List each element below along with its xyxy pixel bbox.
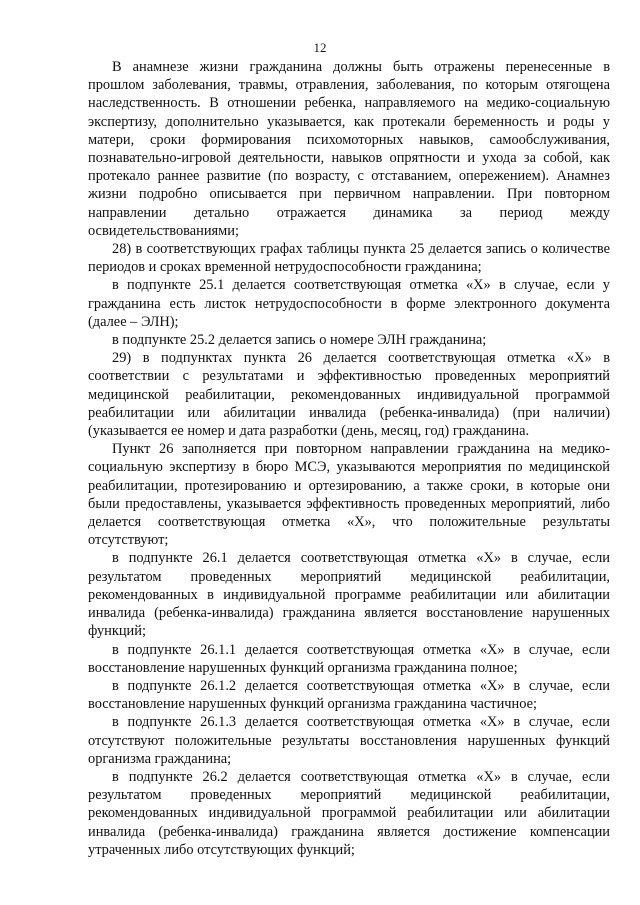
paragraph-subitem-25-2: в подпункте 25.2 делается запись о номере ЭЛН гражданина;	[112, 332, 487, 349]
paragraph-item-29: 29) в подпунктах пункта 26 делается соответствующая отметка «Х» в соответствии с результатами и эффективностью проведенных мероприятий медицинской реабилитации, рекомендованных индивидуальной программой реабилитации или абилитации инвалида (ребенка-инвалида) (при наличии) (указывается ее номер и дата разработки (день, месяц, год) гражданина.	[88, 350, 610, 440]
paragraph-subitem-26-1: в подпункте 26.1 делается соответствующая отметка «Х» в случае, если результатом проведенных мероприятий медицинской реабилитации, рекомендованных в индивидуальной программе реабилитации или абилитации инвалида (ребенка-инвалида) гражданина является восстановление нарушенных функций;	[88, 550, 610, 640]
paragraph-item-28: 28) в соответствующих графах таблицы пункта 25 делается запись о количестве периодов и сроках временной нетрудоспособности гражданина;	[88, 241, 610, 276]
document-body	[88, 58, 610, 859]
paragraph-subitem-25-1: в подпункте 25.1 делается соответствующая отметка «Х» в случае, если у гражданина есть листок нетрудоспособности в форме электронного документа (далее – ЭЛН);	[88, 277, 610, 330]
paragraph-life-history: В анамнезе жизни гражданина должны быть отражены перенесенные в прошлом заболевания, травмы, отравления, заболевания, по которым отягощена наследственность. В отношении ребенка, направляемого на медико-социальную экспертизу, дополнительно указывается, как протекали беременность и роды у матери, сроки формирования психомоторных навыков, самообслуживания, познавательно-игровой деятельности, навыков опрятности и ухода за собой, как протекало раннее развитие (по возрасту, с отставанием, опережением). Анамнез жизни подробно описывается при первичном направлении. При повторном направлении детально отражается динамика за период между освидетельствованиями;	[88, 59, 610, 239]
paragraph-item-26-note: Пункт 26 заполняется при повторном направлении гражданина на медико-социальную экспертизу в бюро МСЭ, указываются мероприятия по медицинской реабилитации, протезированию и ортезированию, а также сроки, в которые они были предоставлены, указывается эффективность проведенных мероприятий, либо делается соответствующая отметка «Х», что положительные результаты отсутствуют;	[88, 441, 610, 549]
paragraph-subitem-26-2: в подпункте 26.2 делается соответствующая отметка «Х» в случае, если результатом проведенных мероприятий медицинской реабилитации, рекомендованных индивидуальной программой реабилитации или абилитации инвалида (ребенка-инвалида) гражданина является достижение компенсации утраченных либо отсутствующих функций;	[88, 768, 610, 858]
paragraph-subitem-26-1-3: в подпункте 26.1.3 делается соответствующая отметка «Х» в случае, если отсутствуют положительные результаты восстановления нарушенных функций организма гражданина;	[88, 714, 610, 767]
page-number: 12	[313, 40, 327, 55]
paragraph-subitem-26-1-2: в подпункте 26.1.2 делается соответствующая отметка «Х» в случае, если восстановление нарушенных функций организма гражданина частичное;	[88, 677, 610, 713]
paragraph-subitem-26-1-1: в подпункте 26.1.1 делается соответствующая отметка «Х» в случае, если восстановление нарушенных функций организма гражданина полное;	[88, 641, 610, 676]
